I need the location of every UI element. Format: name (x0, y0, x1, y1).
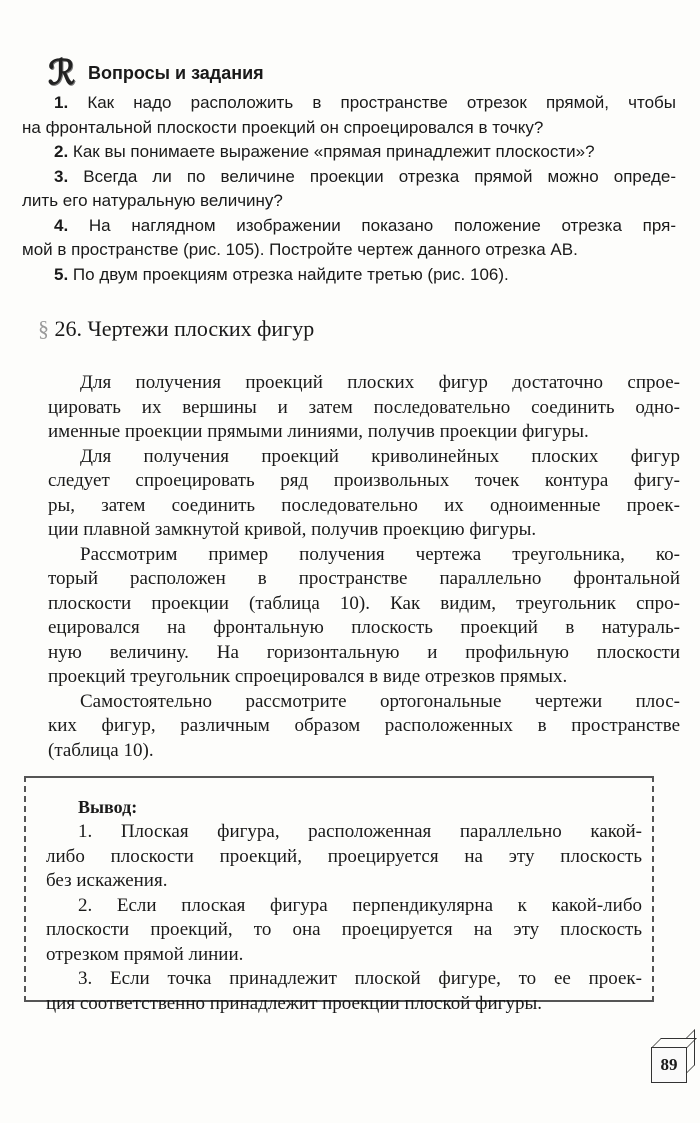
paragraph-line: ецировался на фронтальную плоскость проекций в натураль- (48, 617, 680, 638)
paragraph-line: Самостоятельно рассмотрите ортогональные чертежи плос- (80, 690, 680, 712)
paragraph-line: ких фигур, различным образом расположенных в пространстве (48, 715, 680, 736)
paragraph-line: ры, затем соединить последовательно их одноименные проек- (48, 494, 680, 516)
question-number: 4. (54, 215, 69, 235)
question-number: 2. (54, 142, 69, 161)
question-line (22, 91, 676, 116)
section-title-text: 26. Чертежи плоских фигур (54, 316, 315, 341)
paragraph-line: торый расположен в пространстве параллельно фронтальной (48, 568, 680, 589)
paragraph-line: ции плавной замкнутой кривой, получив проекцию фигуры. (48, 519, 537, 540)
question-number: 5. (54, 264, 69, 284)
paragraph-line: проекций треугольник спроецировался в виде отрезков прямых. (48, 666, 568, 687)
conclusion-heading: Вывод: (78, 797, 138, 817)
paragraph-line: ную величину. На горизонтальную и профильную плоскости (48, 641, 680, 663)
question-text: мой в пространстве (рис. 105). Постройте чертеж данного отрезка AB. (22, 240, 578, 259)
conclusion-line: 2. Если плоская фигура перпендикулярна к какой-либо (78, 894, 642, 916)
page-number: 89 (651, 1047, 687, 1083)
conclusion-line: либо плоскости проекций, проецируется на эту плоскость (46, 845, 642, 867)
section-symbol: § (38, 316, 49, 341)
questions-title: Вопросы и задания (88, 62, 264, 83)
question-line (22, 214, 676, 239)
question-text: Всегда ли по величине проекции отрезка прямой можно опреде- (83, 166, 676, 186)
paragraph-line: именные проекции прямыми линиями, получив проекции фигуры. (48, 421, 589, 442)
questions-heading (48, 53, 264, 93)
question-line (22, 116, 676, 141)
questions-icon: ℛ (48, 53, 76, 93)
body-text (48, 371, 680, 763)
question-text: лить его натуральную величину? (22, 191, 283, 210)
question-number: 3. (54, 166, 69, 186)
question-line (22, 189, 676, 214)
page-cube-side (686, 1029, 695, 1074)
conclusion-line: плоскости проекций, то она проецируется на эту плоскость (46, 919, 642, 940)
conclusion-line: 3. Если точка принадлежит плоской фигуре, то ее проек- (78, 968, 642, 989)
paragraph-line: Для получения проекций плоских фигур достаточно спрое- (80, 372, 680, 393)
question-text: на фронтальной плоскости проекций он спроецировался в точку? (22, 117, 544, 137)
paragraph-line: цировать их вершины и затем последовательно соединить одно- (48, 396, 680, 418)
conclusion-box (24, 776, 654, 1014)
section-title (38, 316, 314, 342)
question-text: По двум проекциям отрезка найдите третью (рис. 106). (72, 264, 509, 284)
conclusion-line: ция соответственно принадлежит проекции плоской фигуры. (46, 992, 542, 1014)
question-number: 1. (54, 93, 69, 112)
question-text: На наглядном изображении показано положение отрезка пря- (88, 215, 676, 235)
conclusion-line: 1. Плоская фигура, расположенная параллельно какой- (78, 821, 642, 842)
paragraph-line: Рассмотрим пример получения чертежа треугольника, ко- (80, 543, 680, 565)
conclusion-line: отрезком прямой линии. (46, 943, 244, 965)
question-text: Как вы понимаете выражение «прямая принадлежит плоскости»? (72, 142, 595, 161)
questions-list (22, 91, 676, 287)
paragraph-line: плоскости проекции (таблица 10). Как видим, треугольник спро- (48, 592, 680, 614)
paragraph-line: следует спроецировать ряд произвольных точек контура фигу- (48, 470, 680, 491)
question-line (22, 238, 676, 263)
question-line (22, 165, 676, 190)
question-line (22, 263, 676, 288)
paragraph-line: Для получения проекций криволинейных плоских фигур (80, 445, 680, 467)
question-text: Как надо расположить в пространстве отрезок прямой, чтобы (87, 93, 676, 112)
conclusion-line: без искажения. (46, 870, 168, 891)
question-line (22, 140, 676, 165)
paragraph-line: (таблица 10). (48, 739, 154, 761)
